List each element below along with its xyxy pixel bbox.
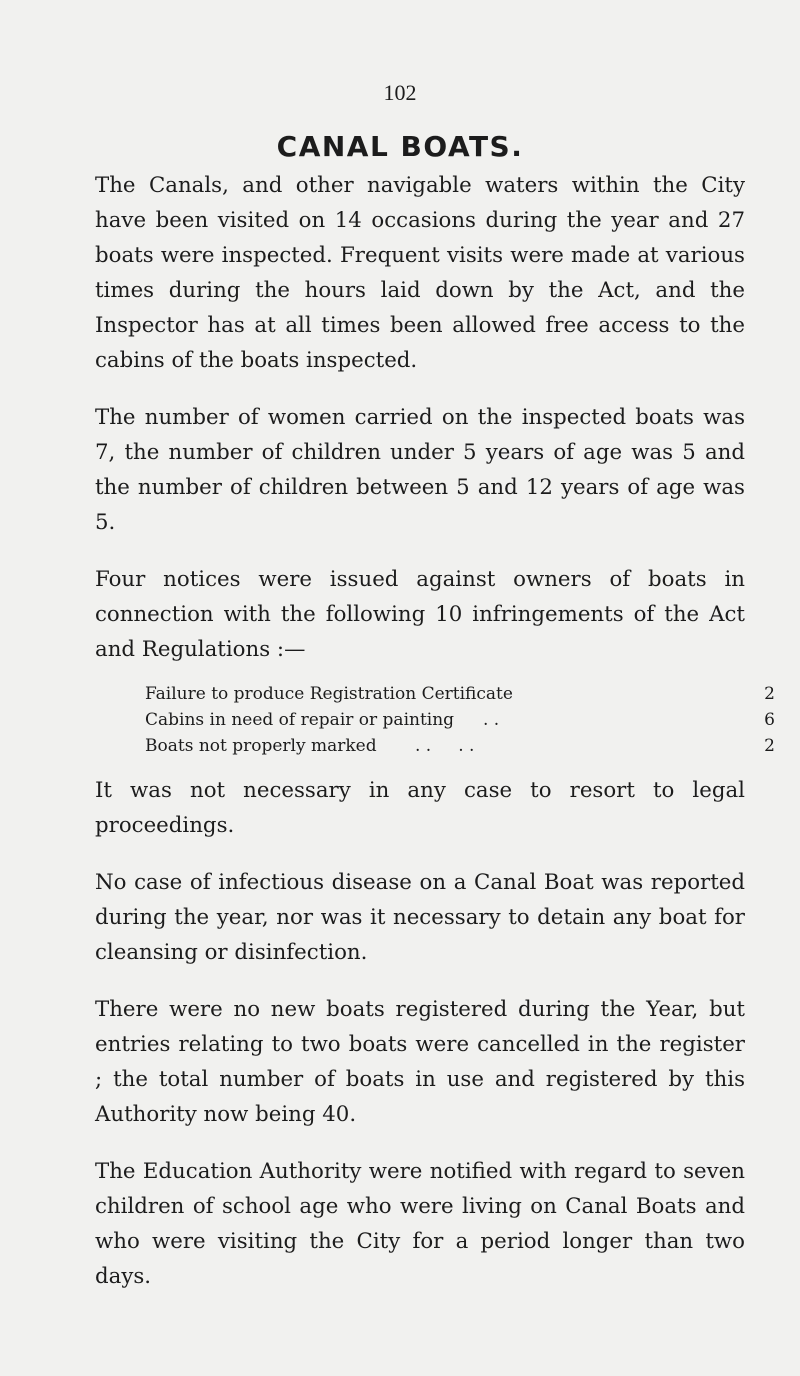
- paragraph-occupants: The number of women carried on the inspected boats was 7, the number of children under 5 years of age was 5 and the number of children between 5 and 12 years of age was 5.: [95, 405, 745, 535]
- leader-dots: . . . .: [415, 736, 475, 756]
- paragraph-legal: It was not necessary in any case to resort to legal proceedings.: [95, 778, 745, 838]
- infringement-label: Boats not properly marked: [145, 736, 377, 756]
- page-number: 102: [383, 80, 417, 105]
- section-heading: CANAL BOATS.: [276, 130, 524, 163]
- list-item: [95, 681, 775, 707]
- leader-dots: . .: [483, 710, 500, 730]
- infringement-count: 2: [764, 684, 775, 704]
- list-item: [95, 707, 775, 733]
- paragraph-disease: No case of infectious disease on a Canal Boat was reported during the year, nor was it necessary to detain any boat for cleansing or disinfection.: [95, 870, 745, 965]
- infringement-label: Cabins in need of repair or painting: [145, 710, 455, 730]
- body-text: [95, 168, 775, 1316]
- infringement-count: 2: [764, 736, 775, 756]
- paragraph-visits: The Canals, and other navigable waters within the City have been visited on 14 occasions during the year and 27 boats were inspected. Frequent visits were made at various times during the hours laid down by the Act, and the Inspector has at all times been allowed free access to the cabins of the boats inspected.: [95, 173, 745, 373]
- infringement-label: Failure to produce Registration Certificate: [145, 684, 513, 704]
- paragraph-registration: There were no new boats registered during the Year, but entries relating to two boats were cancelled in the register ; the total number of boats in use and registered by this Authority now being 40.: [95, 997, 745, 1127]
- paragraph-education: The Education Authority were notified with regard to seven children of school age who were living on Canal Boats and who were visiting the City for a period longer than two days.: [95, 1159, 745, 1289]
- paragraph-notices: Four notices were issued against owners of boats in connection with the following 10 infringements of the Act and Regulations :—: [95, 567, 745, 662]
- list-item: [95, 733, 775, 759]
- infringement-list: [95, 681, 775, 759]
- infringement-count: 6: [764, 710, 775, 730]
